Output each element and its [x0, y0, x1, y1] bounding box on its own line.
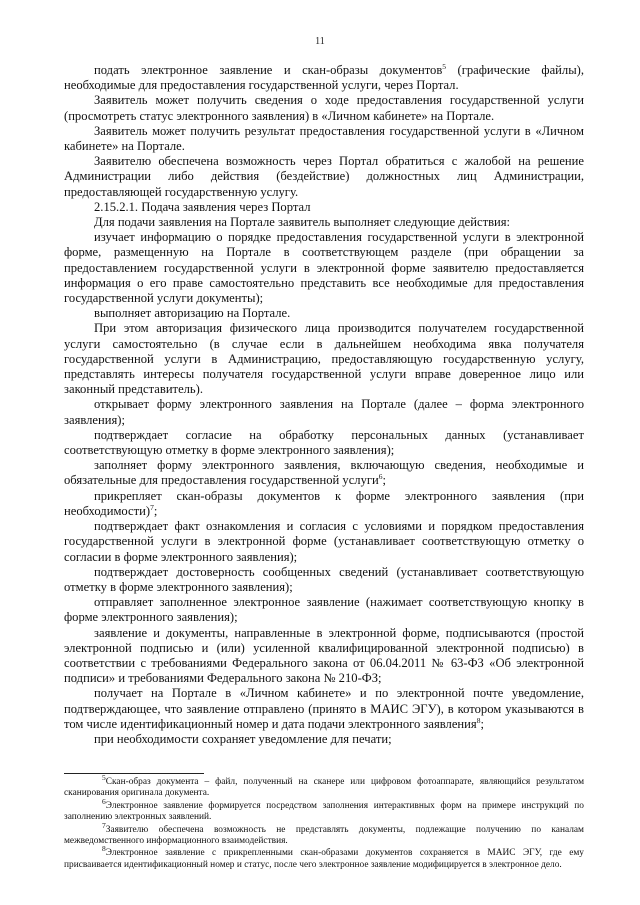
paragraph: заполняет форму электронного заявления, включающую сведения, необходимые и обязательные для предоставления государственной услуги$^6$;	[64, 458, 584, 488]
footnotes	[64, 772, 584, 872]
footnote-ref: 6	[378, 472, 383, 482]
footnote: $^8$Электронное заявление с прикрепленными скан-образами документов сохраняется в МАИС ЭГУ, где ему присваивается идентификационный номер и статус, после чего электронное заявление модифицируется в электронное дело.	[64, 844, 584, 870]
footnote: $^5$Скан-образ документа – файл, полученный на сканере или цифровом фотоаппарате, являющийся результатом сканирования оригинала документа.	[64, 772, 584, 799]
paragraph: Для подачи заявления на Портале заявитель выполняет следующие действия:	[94, 215, 511, 230]
footnote-ref: 7	[150, 502, 154, 512]
paragraph: Заявитель может получить сведения о ходе предоставления государственной услуги (просмотреть статус электронного заявления) в «Личном кабинете» на Портале.	[64, 93, 584, 123]
section-heading: 2.15.2.1. Подача заявления через Портал	[94, 199, 311, 214]
paragraph: подтверждает согласие на обработку персональных данных (устанавливает соответствующую отметку в форме электронного заявления);	[64, 427, 584, 458]
paragraph: подтверждает факт ознакомления и согласия с условиями и порядком предоставления государственной услуги в электронной форме (устанавливает соответствующую отметку о согласии в форме электронного заявления);	[64, 519, 584, 564]
paragraph: получает на Портале в «Личном кабинете» и по электронной почте уведомление, подтверждающее, что заявление отправлено (принято в МАИС ЭГУ), в котором указываются в том числе идентификационный номер и дата подачи электронного заявления$^8$;	[64, 686, 584, 731]
paragraph: открывает форму электронного заявления на Портале (далее – форма электронного заявления);	[64, 397, 584, 427]
paragraph: при необходимости сохраняет уведомление для печати;	[94, 731, 392, 746]
paragraph: выполняет авторизацию на Портале.	[94, 306, 291, 321]
footnote-divider	[64, 773, 204, 774]
paragraph: При этом авторизация физического лица производится получателем государственной услуги самостоятельно (в случае если в дальнейшем необходима явка получателя государственной услуги в Администрацию, предоставляющую государственную услугу, представлять интересы получателя государственной услуги вправе доверенное лицо или законный представитель).	[64, 321, 584, 397]
paragraph: изучает информацию о порядке предоставления государственной услуги в электронной форме, размещенную на Портале в соответствующем разделе (при обращении за предоставлением государственной услуги в электронной форме заявителю предоставляется информация о его праве самостоятельно представить все необходимые для предоставления государственной услуги документы);	[64, 230, 584, 306]
footnote-ref: 5	[442, 61, 447, 71]
paragraph: отправляет заполненное электронное заявление (нажимает соответствующую кнопку в форме электронного заявления);	[64, 595, 584, 625]
footnote: $^6$Электронное заявление формируется посредством заполнения интерактивных форм на примере инструкций по заполнению электронных заявлений.	[64, 796, 584, 823]
paragraph: Заявителю обеспечена возможность через Портал обратиться с жалобой на решение Администрации либо действия (бездействие) должностных лиц Администрации, предоставляющей государственную услугу.	[64, 154, 584, 199]
paragraph: Заявитель может получить результат предоставления государственной услуги в «Личном кабинете» на Портале.	[64, 123, 584, 154]
paragraph: прикрепляет скан-образы документов к форме электронного заявления (при необходимости)$^7$;	[64, 488, 584, 518]
paragraph: подтверждает достоверность сообщенных сведений (устанавливает соответствующую отметку в форме электронного заявления);	[64, 564, 584, 594]
footnote: $^7$Заявителю обеспечена возможность не представлять документы, подлежащие получению по каналам межведомственного информационного взаимодействия.	[64, 820, 584, 847]
paragraph: заявление и документы, направленные в электронной форме, подписываются (простой электронной подписью и (или) усиленной квалифицированной электронной подписью) в соответствии с требованиями Федерального закона от 06.04.2011 № 63-ФЗ «Об электронной подписи» и требованиями Федерального закона № 210-ФЗ;	[64, 625, 584, 686]
footnote-ref: 8	[476, 715, 481, 725]
body-text	[64, 63, 584, 747]
paragraph: подать электронное заявление и скан-образы документов$^5$ (графические файлы), необходимые для предоставления государственной услуги, через Портал.	[64, 61, 584, 93]
page-number: 11	[315, 36, 325, 47]
